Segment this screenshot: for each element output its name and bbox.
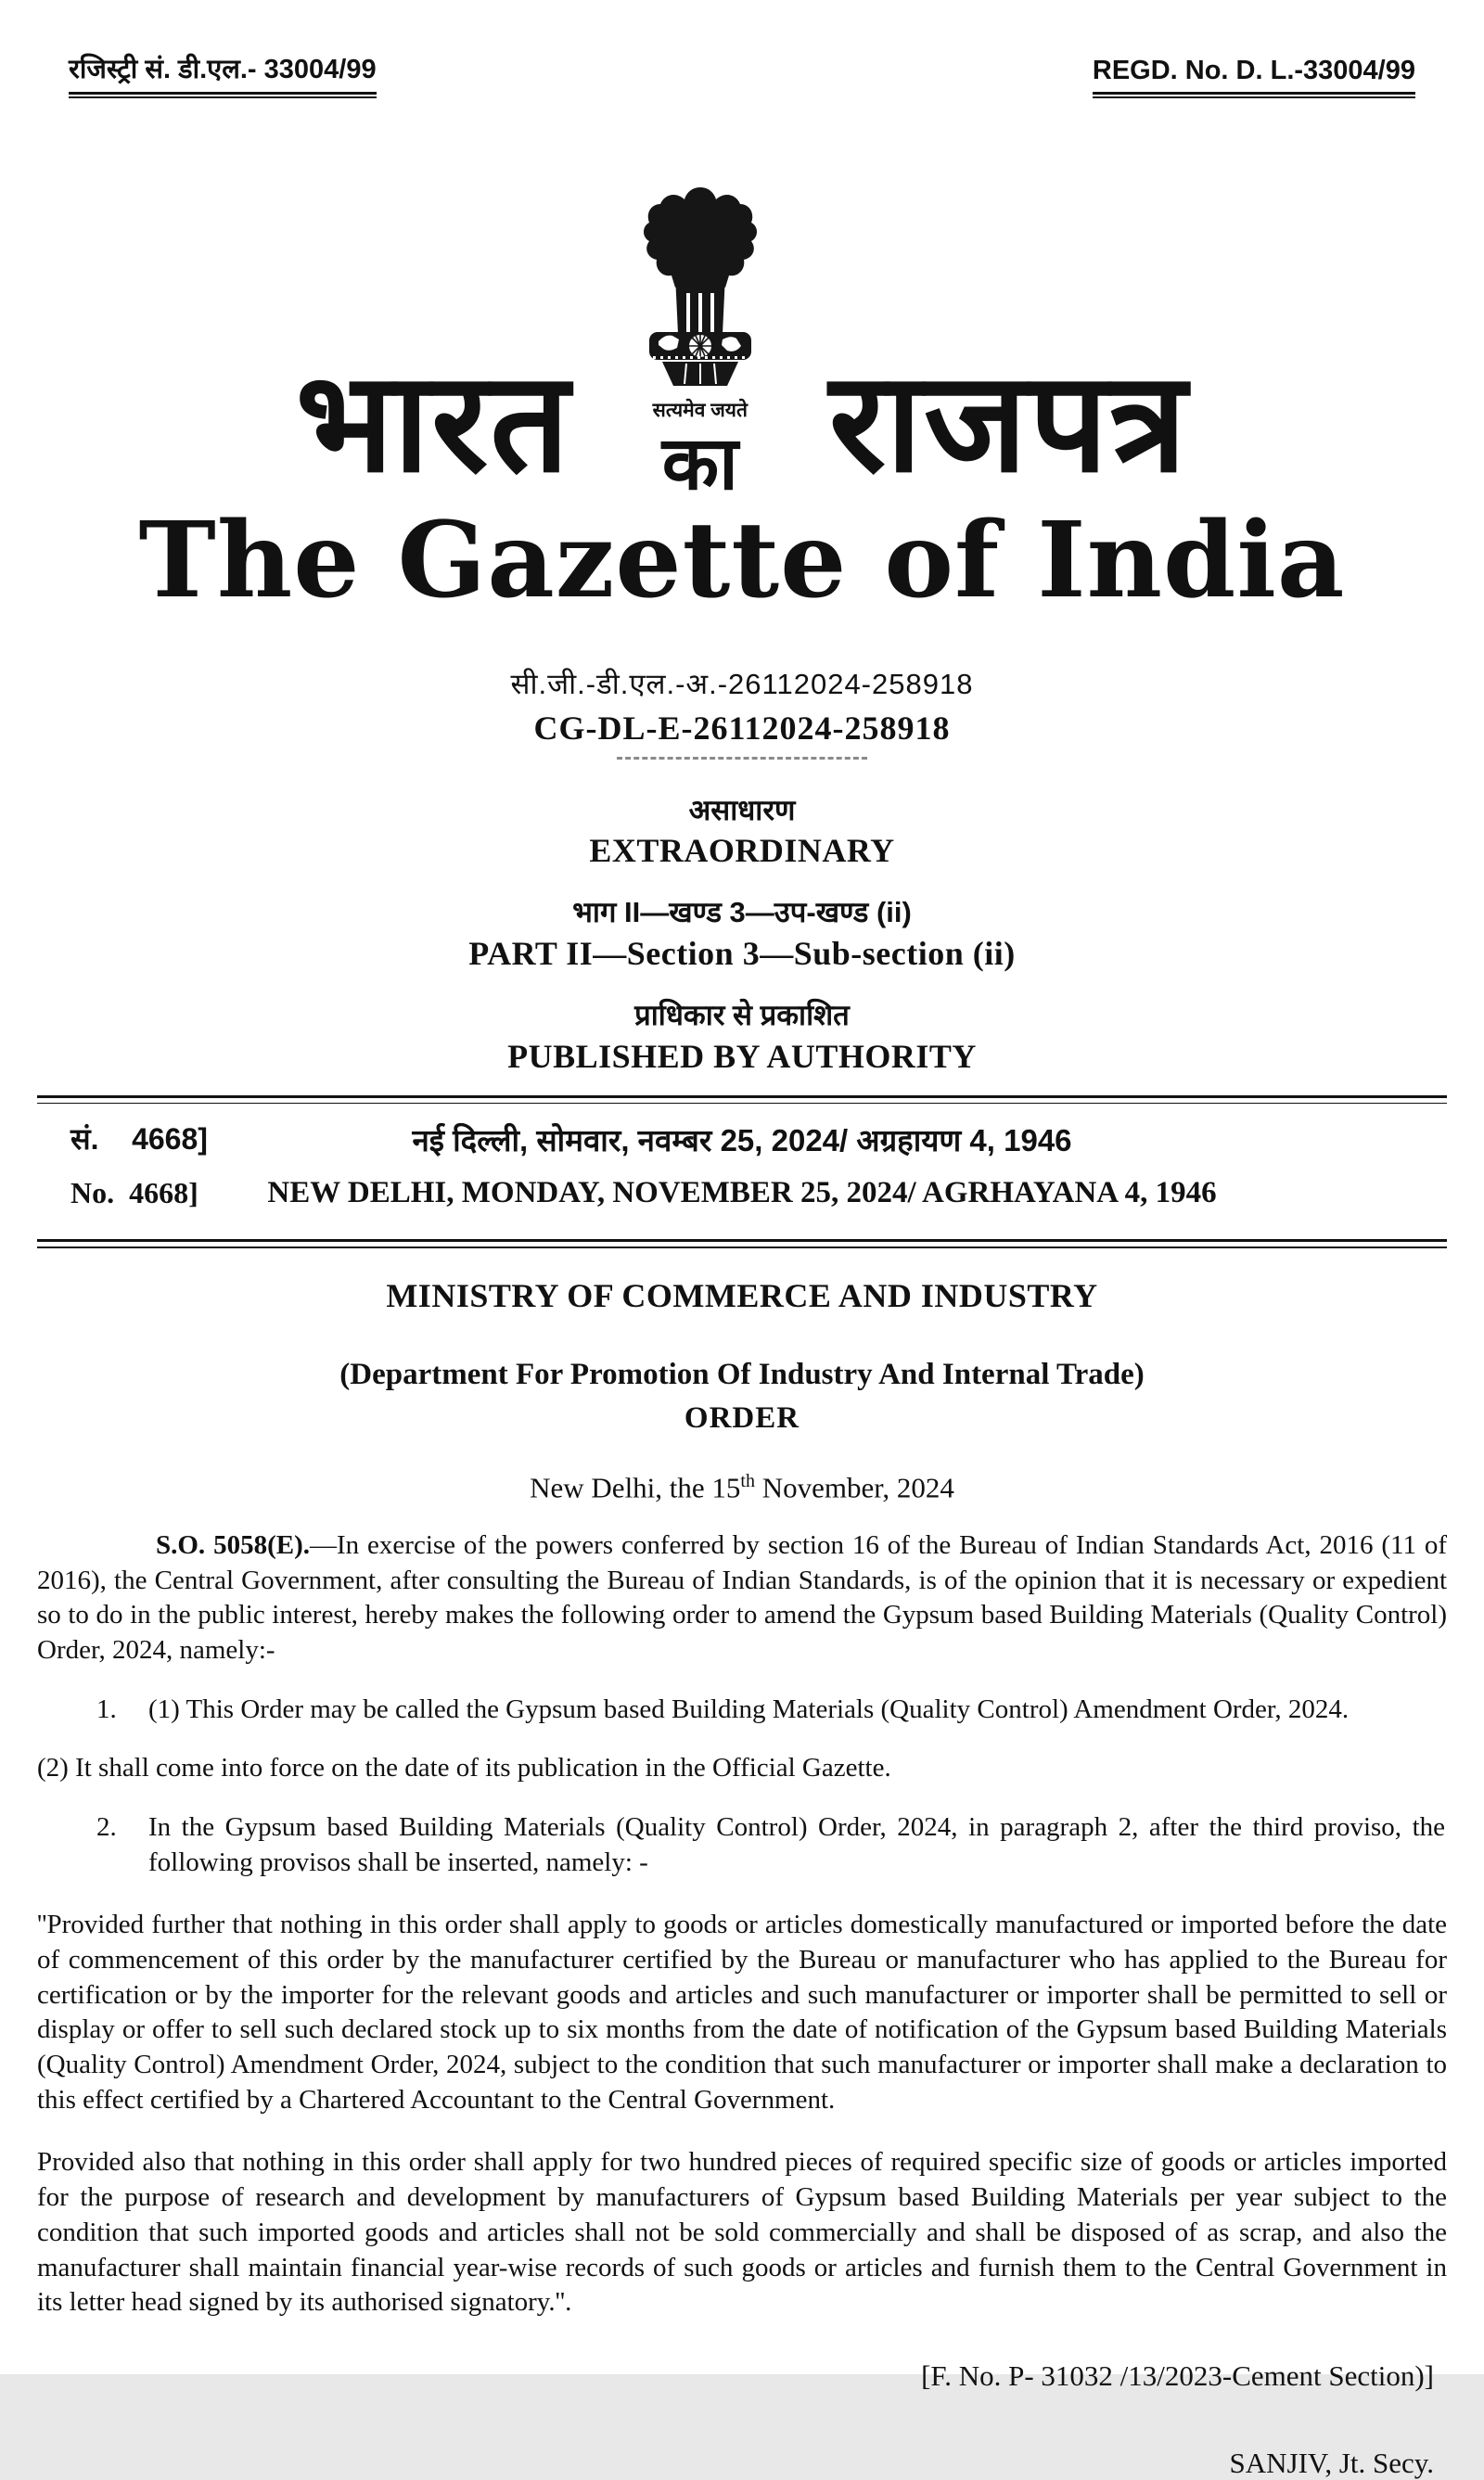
issue-number-english: No. 4668] xyxy=(70,1175,198,1209)
order-body xyxy=(37,1528,1447,2320)
authority-line-hindi: प्राधिकार से प्रकाशित xyxy=(634,998,850,1031)
part-line-english: PART II—Section 3—Sub-section (ii) xyxy=(468,935,1016,973)
signatory: SANJIV, Jt. Secy. xyxy=(1229,2446,1434,2479)
order-date-suffix: November, 2024 xyxy=(754,1470,954,1503)
masthead-hindi-title xyxy=(37,184,1447,505)
gazette-code-block xyxy=(37,664,1447,760)
dashed-separator xyxy=(617,757,867,760)
issue-row-hindi xyxy=(37,1119,1447,1165)
order-date-prefix: New Delhi, the 15 xyxy=(530,1470,741,1503)
clause-1-number: 1. xyxy=(96,1694,117,1724)
issue-classification xyxy=(37,791,1447,1079)
order-clause-2 xyxy=(96,1810,1447,1880)
clause-1-sub-2: (2) It shall come into force on the date of its publication in the Official Gazette. xyxy=(37,1753,891,1783)
ministry-title: MINISTRY OF COMMERCE AND INDUSTRY xyxy=(386,1276,1098,1314)
issue-type-hindi: असाधारण xyxy=(688,793,796,826)
part-line-hindi: भाग II—खण्ड 3—उप-खण्ड (ii) xyxy=(572,896,912,929)
proviso-paragraph-2: Provided also that nothing in this order shall apply for two hundred pieces of required specific size of goods or articles imported for the purpose of research and development by manufacturers of Gypsum based Building Materials per year subject to the condition that such imported goods and articles shall not be sold commercially and shall be disposed of as scrap, and also the manufacturer shall maintain financial year-wise records of such goods or articles and furnish them to the Central Government in its letter head signed by its authorised signatory.''. xyxy=(37,2147,1447,2318)
issue-bar xyxy=(37,1095,1447,1248)
so-paragraph xyxy=(37,1528,1447,1668)
department-title: (Department For Promotion Of Industry And Internal Trade) xyxy=(339,1357,1145,1391)
proviso-paragraph-1: ''Provided further that nothing in this order shall apply to goods or articles domestically manufactured or imported before the date of commencement of this order by the manufacturer certified by the Bureau or manufacturer who has applied to the Bureau for certification or by the importer for the relevant goods and articles and such manufacturer or importer shall be permitted to sell or display or offer to sell such declared stock up to six months from the date of notification of the Gypsum based Building Materials (Quality Control) Amendment Order, 2024, subject to the condition that such manufacturer or importer shall make a declaration to this effect certified by a Chartered Accountant to the Central Government. xyxy=(37,1910,1447,2115)
issue-row-english xyxy=(37,1176,1447,1222)
masthead-english-title: The Gazette of India xyxy=(138,500,1346,621)
masthead-word-ka: का xyxy=(661,422,738,505)
clause-1-text: (1) This Order may be called the Gypsum based Building Materials (Quality Control) Amendment Order, 2024. xyxy=(148,1694,1350,1724)
order-footer xyxy=(37,2359,1447,2480)
india-emblem-icon xyxy=(631,184,770,395)
order-date xyxy=(37,1471,1447,1504)
issue-type-english: EXTRAORDINARY xyxy=(589,832,895,870)
registry-number-hindi: रजिस्ट्री सं. डी.एल.- 33004/99 xyxy=(69,50,377,95)
masthead-word-rajpatra: राजपत्र xyxy=(828,344,1189,500)
clause-2-number: 2. xyxy=(96,1811,117,1842)
order-clause-1 xyxy=(96,1693,1447,1728)
order-heading xyxy=(37,1276,1447,1504)
authority-line-english: PUBLISHED BY AUTHORITY xyxy=(507,1037,977,1075)
file-number: [F. No. P- 31032 /13/2023-Cement Section)] xyxy=(921,2359,1434,2392)
issue-date-hindi: नई दिल्ली, सोमवार, नवम्बर 25, 2024/ अग्रहायण 4, 1946 xyxy=(412,1122,1072,1157)
clause-2-text: In the Gypsum based Building Materials (Quality Control) Order, 2024, in paragraph 2, after the third proviso, the following provisos shall be inserted, namely: - xyxy=(148,1811,1445,1877)
masthead-center-column xyxy=(603,184,798,505)
masthead-word-bharat: भारत xyxy=(295,344,571,500)
so-number: S.O. 5058(E). xyxy=(156,1529,310,1560)
order-title: ORDER xyxy=(684,1400,800,1435)
emblem-motto: सत्यमेव जयते xyxy=(652,400,748,421)
so-paragraph-text: —In exercise of the powers conferred by section 16 of the Bureau of Indian Standards Act, 2016 (11 of 2016), the Central Government, after consulting the Bureau of Indian Standards, is of the opinion that it is necessary or expedient so to do in the public interest, hereby makes the following order to amend the Gypsum based Building Materials (Quality Control) Order, 2024, namely:- xyxy=(37,1529,1448,1665)
order-date-superscript: th xyxy=(740,1470,755,1491)
issue-date-english: NEW DELHI, MONDAY, NOVEMBER 25, 2024/ AGRHAYANA 4, 1946 xyxy=(267,1175,1217,1209)
registry-number-english: REGD. No. D. L.-33004/99 xyxy=(1093,56,1415,95)
gazette-code-english: CG-DL-E-26112024-258918 xyxy=(533,709,951,747)
gazette-code-hindi: सी.जी.-डी.एल.-अ.-26112024-258918 xyxy=(510,667,974,700)
registry-header xyxy=(37,41,1447,95)
issue-number-hindi: सं. 4668] xyxy=(70,1121,208,1156)
masthead xyxy=(37,184,1447,621)
